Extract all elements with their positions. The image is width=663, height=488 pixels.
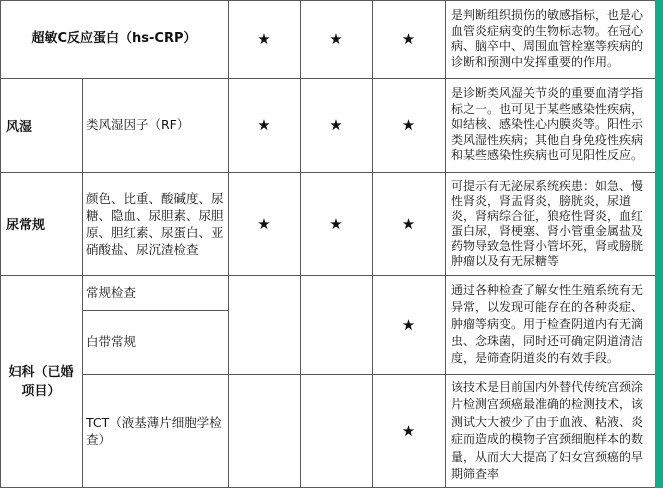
item-urine: 颜色、比重、酸碱度、尿糖、隐血、尿胆素、尿胆原、胆红素、尿蛋白、亚硝酸盐、尿沉渣检查 [86,190,224,257]
item-rf: 类风湿因子（RF） [86,117,190,132]
grid-line [0,172,655,173]
desc-gyn-tct: 该技术是目前国内外替代传统宫颈涂片检测宫颈癌最准确的检测技术，该测试大大被少了由于血液、粘液、炎症而造成的模物子宫颈细胞样本的数量，从而大大提高了妇女宫颈癌的早期筛查率 [451,379,644,481]
item-gyn-tct: TCT（液基薄片细胞学检查） [86,415,222,447]
category-rheum: 风湿 [6,119,33,135]
grid-line [372,0,373,488]
star-urine-1: ★ [257,214,271,233]
desc-gyn-routine: 通过各种检查了解女性生殖系统有无异常，以发现可能存在的各种炎症、肿瘤等病变。用于检查阴道内有无滴虫、念珠菌，同时还可确定阴道清洁度，是筛查阴道炎的有效手段。 [451,283,644,365]
star-hscrp-1: ★ [257,30,271,48]
grid-line [0,0,1,488]
star-hscrp-3: ★ [401,30,416,48]
grid-line [82,78,83,488]
star-rf-2: ★ [329,116,343,134]
grid-line [300,0,301,488]
grid-line [82,310,228,311]
item-gyn-leucorrhea: 白带常规 [86,334,137,349]
star-hscrp-2: ★ [329,30,343,48]
star-gyn-tct: ★ [401,422,416,440]
star-urine-2: ★ [329,214,343,233]
star-urine-3: ★ [401,214,416,233]
category-gyn: 妇科（已婚项目） [8,364,74,399]
grid-line [0,0,655,1]
desc-urine: 可提示有无泌尿系统疾患：如急、慢性肾炎，肾盂肾炎，膀胱炎，尿道炎，肾病综合征，狼疮性肾炎，血红蛋白尿，肾梗塞、肾小管重金属盐及药物导致急性肾小管坏死，肾或膀胱肿瘤以及有无尿糖等 [451,178,644,268]
grid-line [82,374,655,375]
category-urine: 尿常规 [6,218,46,233]
green-side-bar [655,0,663,488]
desc-hscrp: 是判断组织损伤的敏感指标，也是心血管炎症病变的生物标志物。在冠心病、脑卒中、周围血管栓塞等疾病的诊断和预测中发挥重要的作用。 [451,8,644,69]
grid-line [228,0,229,488]
star-rf-1: ★ [257,116,271,134]
item-hscrp: 超敏C反应蛋白（hs-CRP） [31,31,197,46]
grid-line [0,275,655,276]
grid-line [445,0,446,488]
star-rf-3: ★ [401,116,416,134]
desc-rf: 是诊断类风湿关节炎的重要血清学指标之一。也可见于某些感染性疾病，如结核、感染性心内膜炎等。阳性示类风湿性疾病；其他自身免疫性疾病和某些感染性疾病也可见阳性反应。 [451,86,644,163]
item-gyn-routine: 常规检查 [86,284,137,300]
grid-line [0,78,655,79]
star-gyn-routine: ★ [401,315,416,334]
